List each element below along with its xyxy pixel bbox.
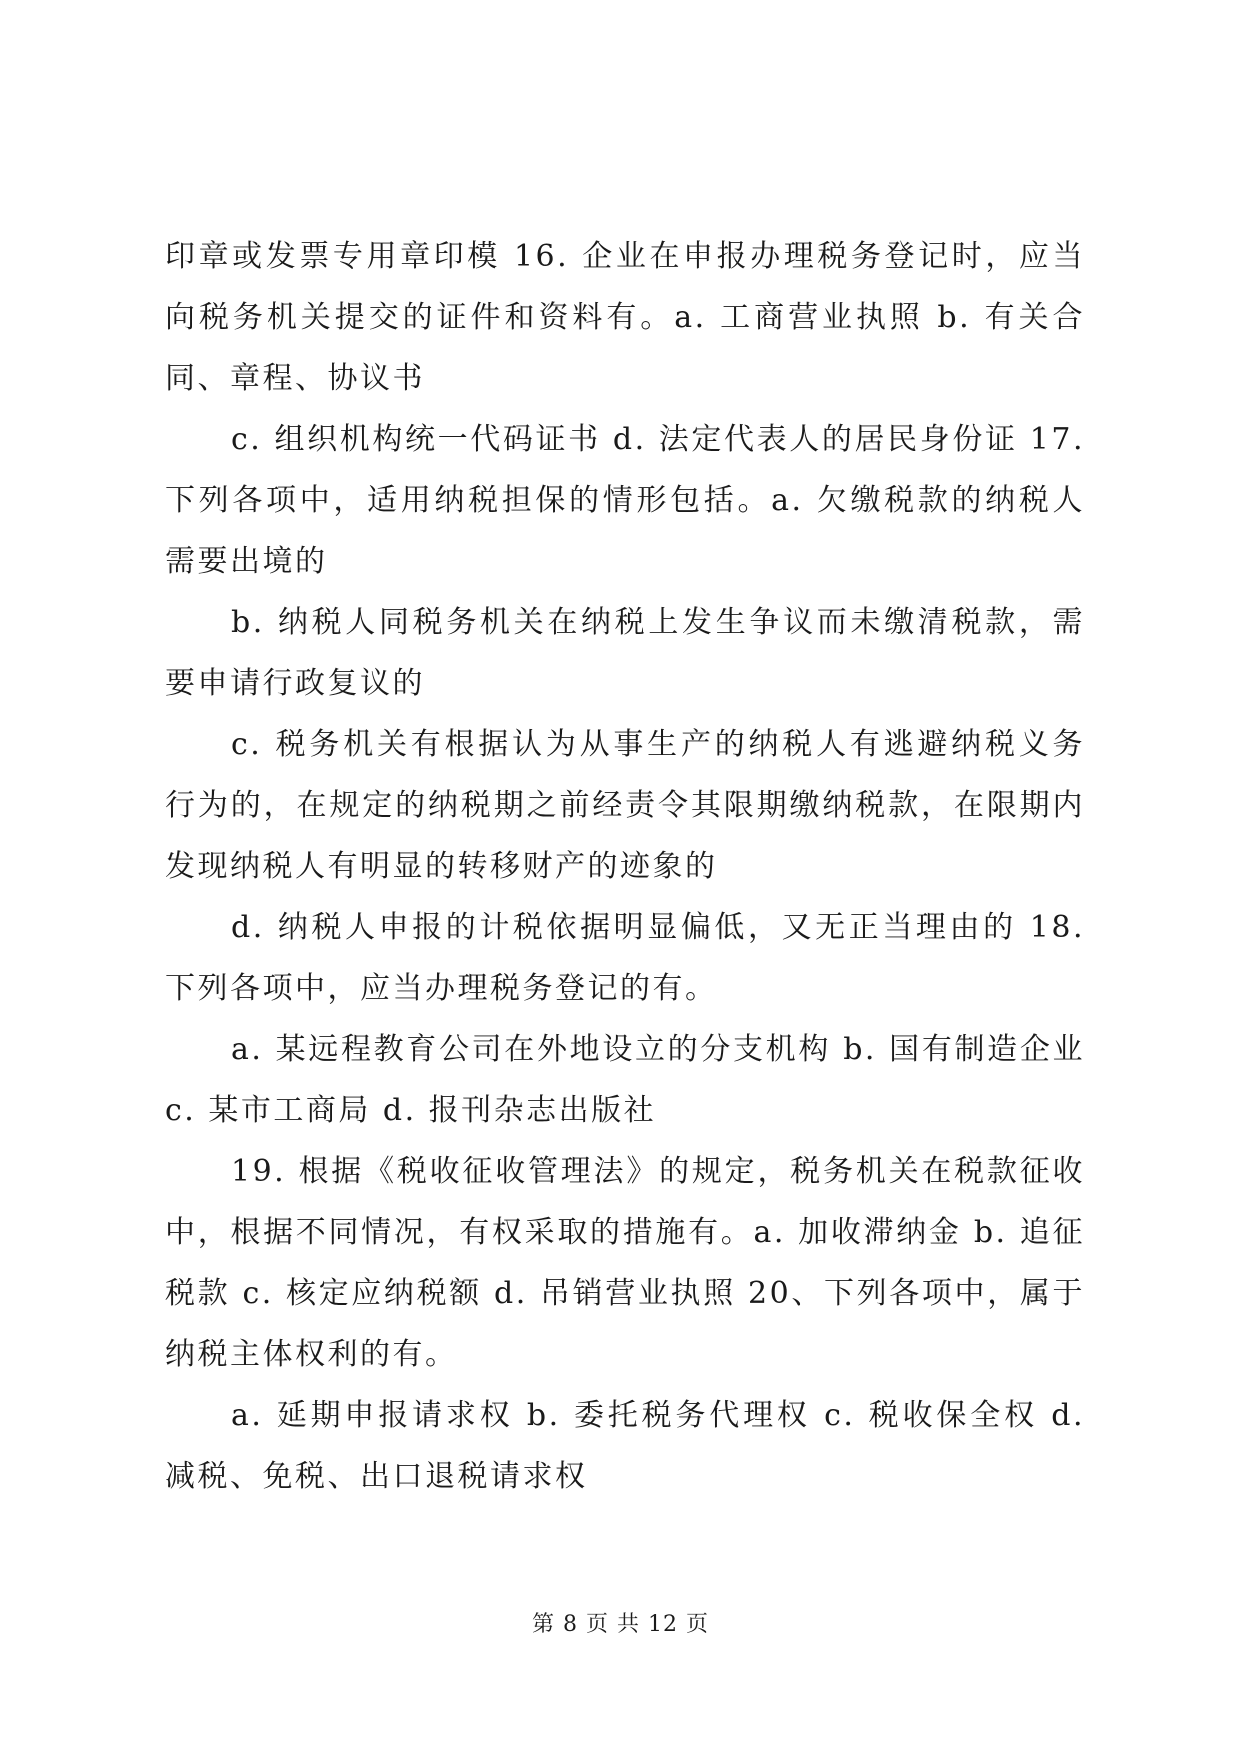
paragraph: c. 组织机构统一代码证书 d. 法定代表人的居民身份证 17. 下列各项中，适用纳税担保的情形包括。a. 欠缴税款的纳税人需要出境的 (165, 422, 1085, 579)
paragraph: b. 纳税人同税务机关在纳税上发生争议而未缴清税款，需要申请行政复议的 (165, 605, 1085, 701)
paragraph: 印章或发票专用章印模 16. 企业在申报办理税务登记时，应当向税务机关提交的证件和资料有。a. 工商营业执照 b. 有关合同、章程、协议书 (165, 239, 1085, 396)
paragraph: 19. 根据《税收征收管理法》的规定，税务机关在税款征收中，根据不同情况，有权采取的措施有。a. 加收滞纳金 b. 追征税款 c. 核定应纳税额 d. 吊销营业执照 20、下列各项中，属于纳税主体权利的有。 (165, 1154, 1085, 1372)
document-body (165, 226, 1085, 1507)
paragraph: c. 税务机关有根据认为从事生产的纳税人有逃避纳税义务行为的，在规定的纳税期之前经责令其限期缴纳税款，在限期内发现纳税人有明显的转移财产的迹象的 (165, 727, 1085, 884)
paragraph: d. 纳税人申报的计税依据明显偏低，又无正当理由的 18. 下列各项中，应当办理税务登记的有。 (165, 910, 1085, 1006)
paragraph: a. 延期申报请求权 b. 委托税务代理权 c. 税收保全权 d. 减税、免税、出口退税请求权 (165, 1398, 1085, 1494)
paragraph: a. 某远程教育公司在外地设立的分支机构 b. 国有制造企业 c. 某市工商局 d. 报刊杂志出版社 (165, 1032, 1085, 1128)
page-number-footer: 第 8 页 共 12 页 (532, 1612, 709, 1637)
